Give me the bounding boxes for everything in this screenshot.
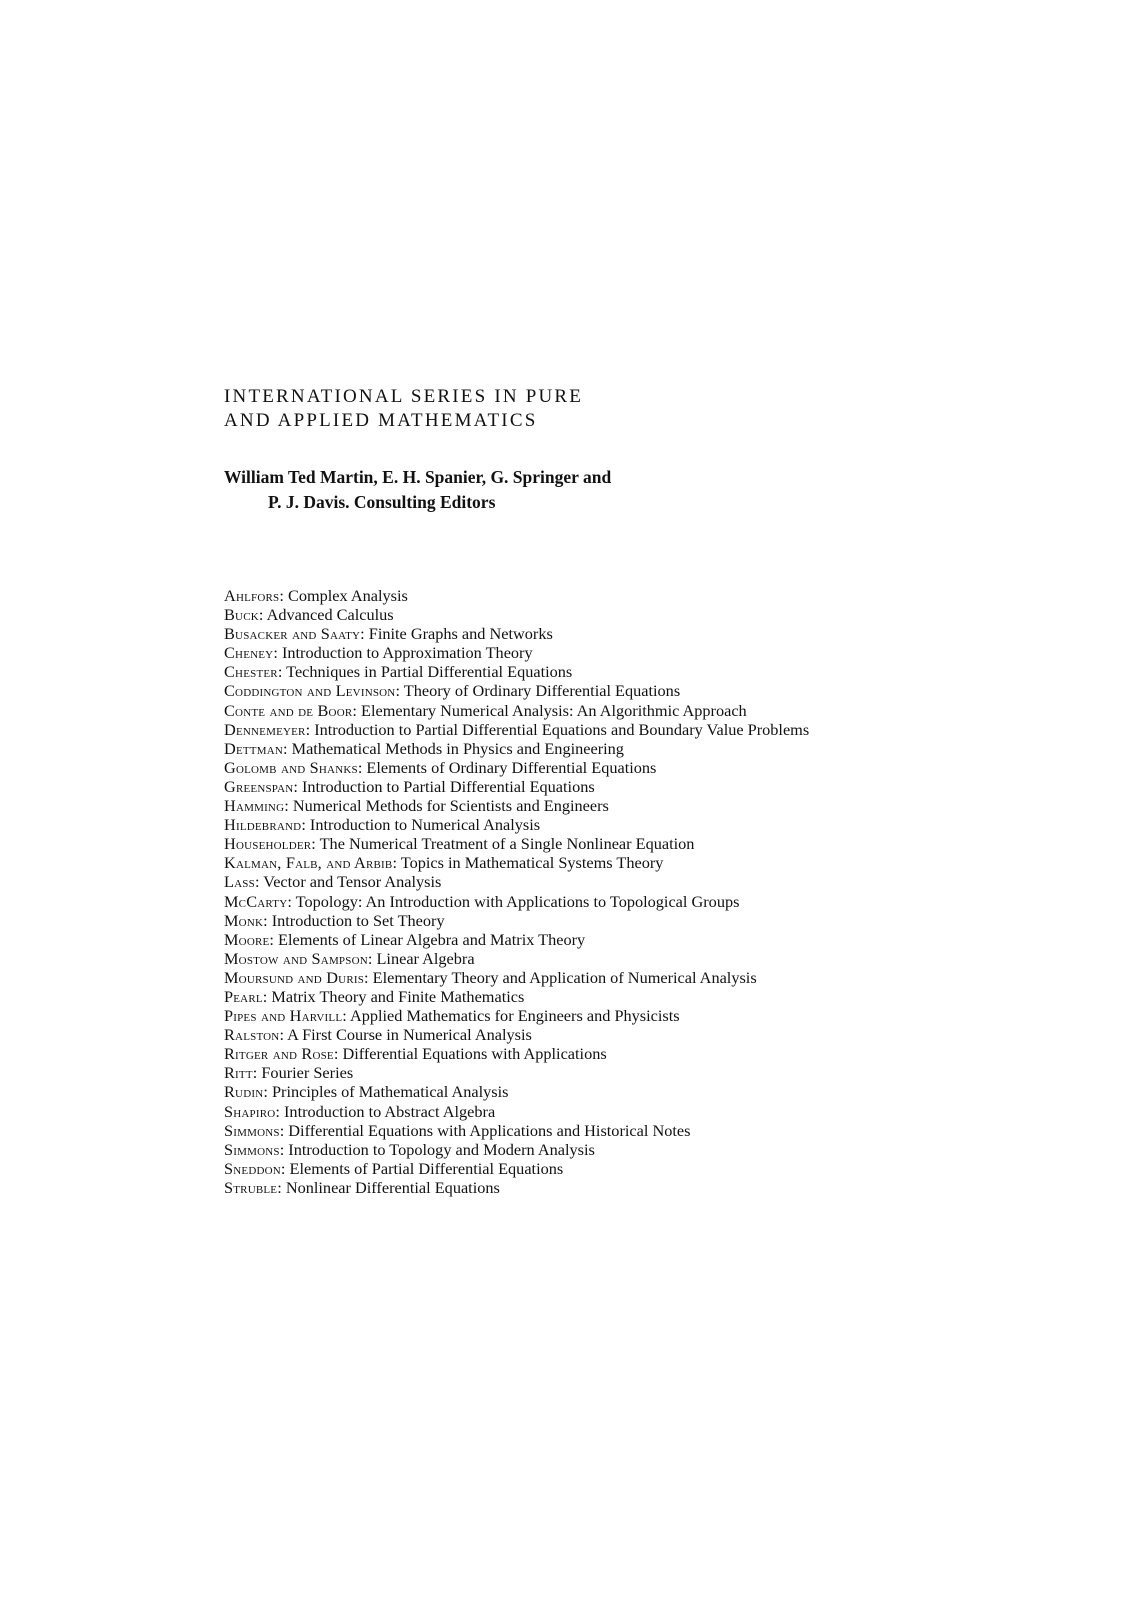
book-entry: Hamming: Numerical Methods for Scientists and Engineers bbox=[224, 796, 609, 816]
book-title: Elements of Partial Differential Equations bbox=[289, 1158, 564, 1178]
book-title: Theory of Ordinary Differential Equations bbox=[403, 681, 681, 701]
book-author: Pipes and Harvill bbox=[224, 1006, 343, 1026]
series-title-line-1: INTERNATIONAL SERIES IN PURE bbox=[224, 386, 584, 407]
book-entry: Conte and de Boor: Elementary Numerical Analysis: An Algorithmic Approach bbox=[224, 700, 747, 720]
book-author: Chester bbox=[224, 662, 278, 682]
book-author: Simmons bbox=[224, 1139, 280, 1159]
book-title: Finite Graphs and Networks bbox=[368, 624, 553, 644]
book-author: Monk bbox=[224, 910, 264, 930]
book-author: Cheney bbox=[224, 643, 274, 663]
book-title: The Numerical Treatment of a Single Nonlinear Equation bbox=[319, 834, 695, 854]
book-title: Applied Mathematics for Engineers and Physicists bbox=[349, 1006, 680, 1026]
book-title: Introduction to Set Theory bbox=[271, 910, 445, 930]
book-title: Topology: An Introduction with Applications to Topological Groups bbox=[295, 891, 740, 911]
book-author: Conte and de Boor bbox=[224, 700, 353, 720]
book-entry: Hildebrand: Introduction to Numerical Analysis bbox=[224, 815, 541, 835]
book-entry: Sneddon: Elements of Partial Differential Equations bbox=[224, 1158, 564, 1178]
book-author: Hildebrand bbox=[224, 815, 302, 835]
book-title: Numerical Methods for Scientists and Engineers bbox=[292, 796, 609, 816]
book-list bbox=[224, 586, 844, 1197]
book-author: Lass bbox=[224, 872, 255, 892]
book-entry: Shapiro: Introduction to Abstract Algebra bbox=[224, 1101, 496, 1121]
book-author: Greenspan bbox=[224, 776, 294, 796]
book-title: Introduction to Partial Differential Equations and Boundary Value Problems bbox=[314, 719, 810, 739]
book-author: Simmons bbox=[224, 1120, 280, 1140]
series-title bbox=[224, 385, 583, 433]
book-entry: Kalman, Falb, and Arbib: Topics in Mathematical Systems Theory bbox=[224, 853, 664, 873]
book-title: Elementary Theory and Application of Numerical Analysis bbox=[372, 967, 757, 987]
book-entry: Ahlfors: Complex Analysis bbox=[224, 586, 408, 605]
book-author: Shapiro bbox=[224, 1101, 276, 1121]
book-entry: Mostow and Sampson: Linear Algebra bbox=[224, 948, 475, 968]
book-entry: Dennemeyer: Introduction to Partial Differential Equations and Boundary Value Problems bbox=[224, 719, 810, 739]
book-title: Advanced Calculus bbox=[266, 605, 394, 625]
book-author: Ahlfors bbox=[224, 586, 280, 605]
book-entry: Coddington and Levinson: Theory of Ordinary Differential Equations bbox=[224, 681, 681, 701]
book-title: Elementary Numerical Analysis: An Algorithmic Approach bbox=[361, 700, 747, 720]
book-entry: Pearl: Matrix Theory and Finite Mathematics bbox=[224, 986, 525, 1006]
book-entry: Greenspan: Introduction to Partial Differential Equations bbox=[224, 776, 595, 796]
book-entry: Buck: Advanced Calculus bbox=[224, 605, 394, 625]
book-title: Introduction to Abstract Algebra bbox=[284, 1101, 496, 1121]
book-title: Topics in Mathematical Systems Theory bbox=[400, 853, 664, 873]
book-author: Ritger and Rose bbox=[224, 1044, 334, 1064]
book-title: Mathematical Methods in Physics and Engineering bbox=[291, 738, 624, 758]
book-title: Principles of Mathematical Analysis bbox=[271, 1082, 509, 1102]
book-author: Householder bbox=[224, 834, 312, 854]
book-entry: Monk: Introduction to Set Theory bbox=[224, 910, 445, 930]
editors-line-2: P. J. Davis. Consulting Editors bbox=[268, 492, 496, 512]
book-title: Fourier Series bbox=[261, 1063, 354, 1083]
book-author: Pearl bbox=[224, 986, 263, 1006]
book-entry: Ritger and Rose: Differential Equations with Applications bbox=[224, 1044, 607, 1064]
book-title: Techniques in Partial Differential Equations bbox=[286, 662, 573, 682]
book-entry: Golomb and Shanks: Elements of Ordinary Differential Equations bbox=[224, 757, 657, 777]
book-author: Dettman bbox=[224, 738, 283, 758]
book-title: A First Course in Numerical Analysis bbox=[287, 1025, 532, 1045]
book-title: Elements of Ordinary Differential Equations bbox=[366, 757, 657, 777]
book-entry: Simmons: Differential Equations with Applications and Historical Notes bbox=[224, 1120, 691, 1140]
book-author: Ritt bbox=[224, 1063, 253, 1083]
book-author: Golomb and Shanks bbox=[224, 757, 358, 777]
book-title: Introduction to Numerical Analysis bbox=[309, 815, 541, 835]
book-author: Struble bbox=[224, 1177, 278, 1197]
book-entry: Struble: Nonlinear Differential Equations bbox=[224, 1177, 500, 1197]
book-title: Nonlinear Differential Equations bbox=[285, 1177, 500, 1197]
book-title: Introduction to Topology and Modern Analysis bbox=[288, 1139, 595, 1159]
book-author: Moursund and Duris bbox=[224, 967, 365, 987]
book-author: Kalman, Falb, and Arbib bbox=[224, 853, 393, 873]
book-entry: Rudin: Principles of Mathematical Analysis bbox=[224, 1082, 509, 1102]
book-author: Rudin bbox=[224, 1082, 264, 1102]
book-author: Busacker and Saaty bbox=[224, 624, 361, 644]
book-entry: Dettman: Mathematical Methods in Physics and Engineering bbox=[224, 738, 624, 758]
book-title: Linear Algebra bbox=[376, 948, 475, 968]
book-entry: Chester: Techniques in Partial Differential Equations bbox=[224, 662, 573, 682]
book-entry: Cheney: Introduction to Approximation Theory bbox=[224, 643, 533, 663]
book-title: Introduction to Approximation Theory bbox=[281, 643, 533, 663]
book-title: Elements of Linear Algebra and Matrix Theory bbox=[278, 929, 586, 949]
book-entry: Moursund and Duris: Elementary Theory and Application of Numerical Analysis bbox=[224, 967, 757, 987]
book-entry: Lass: Vector and Tensor Analysis bbox=[224, 872, 442, 892]
book-author: Moore bbox=[224, 929, 270, 949]
book-title: Matrix Theory and Finite Mathematics bbox=[271, 986, 525, 1006]
book-entry: Busacker and Saaty: Finite Graphs and Networks bbox=[224, 624, 553, 644]
book-title: Introduction to Partial Differential Equations bbox=[302, 776, 595, 796]
book-author: Dennemeyer bbox=[224, 719, 306, 739]
book-author: Sneddon bbox=[224, 1158, 281, 1178]
book-author: McCarty bbox=[224, 891, 288, 911]
consulting-editors bbox=[224, 465, 611, 515]
book-title: Differential Equations with Applications and Historical Notes bbox=[288, 1120, 691, 1140]
series-title-line-2: AND APPLIED MATHEMATICS bbox=[224, 410, 538, 431]
book-author: Coddington and Levinson bbox=[224, 681, 396, 701]
book-author: Hamming bbox=[224, 796, 285, 816]
book-author: Ralston bbox=[224, 1025, 280, 1045]
book-author: Buck bbox=[224, 605, 259, 625]
book-title: Vector and Tensor Analysis bbox=[263, 872, 442, 892]
book-entry: McCarty: Topology: An Introduction with Applications to Topological Groups bbox=[224, 891, 740, 911]
book-title: Differential Equations with Applications bbox=[342, 1044, 607, 1064]
book-entry: Householder: The Numerical Treatment of a Single Nonlinear Equation bbox=[224, 834, 695, 854]
book-entry: Ritt: Fourier Series bbox=[224, 1063, 354, 1083]
book-entry: Pipes and Harvill: Applied Mathematics for Engineers and Physicists bbox=[224, 1006, 680, 1026]
book-entry: Ralston: A First Course in Numerical Analysis bbox=[224, 1025, 532, 1045]
book-entry: Simmons: Introduction to Topology and Modern Analysis bbox=[224, 1139, 595, 1159]
book-title: Complex Analysis bbox=[287, 586, 408, 605]
book-author: Mostow and Sampson bbox=[224, 948, 368, 968]
editors-line-1: William Ted Martin, E. H. Spanier, G. Springer and bbox=[224, 467, 612, 487]
book-entry: Moore: Elements of Linear Algebra and Matrix Theory bbox=[224, 929, 586, 949]
